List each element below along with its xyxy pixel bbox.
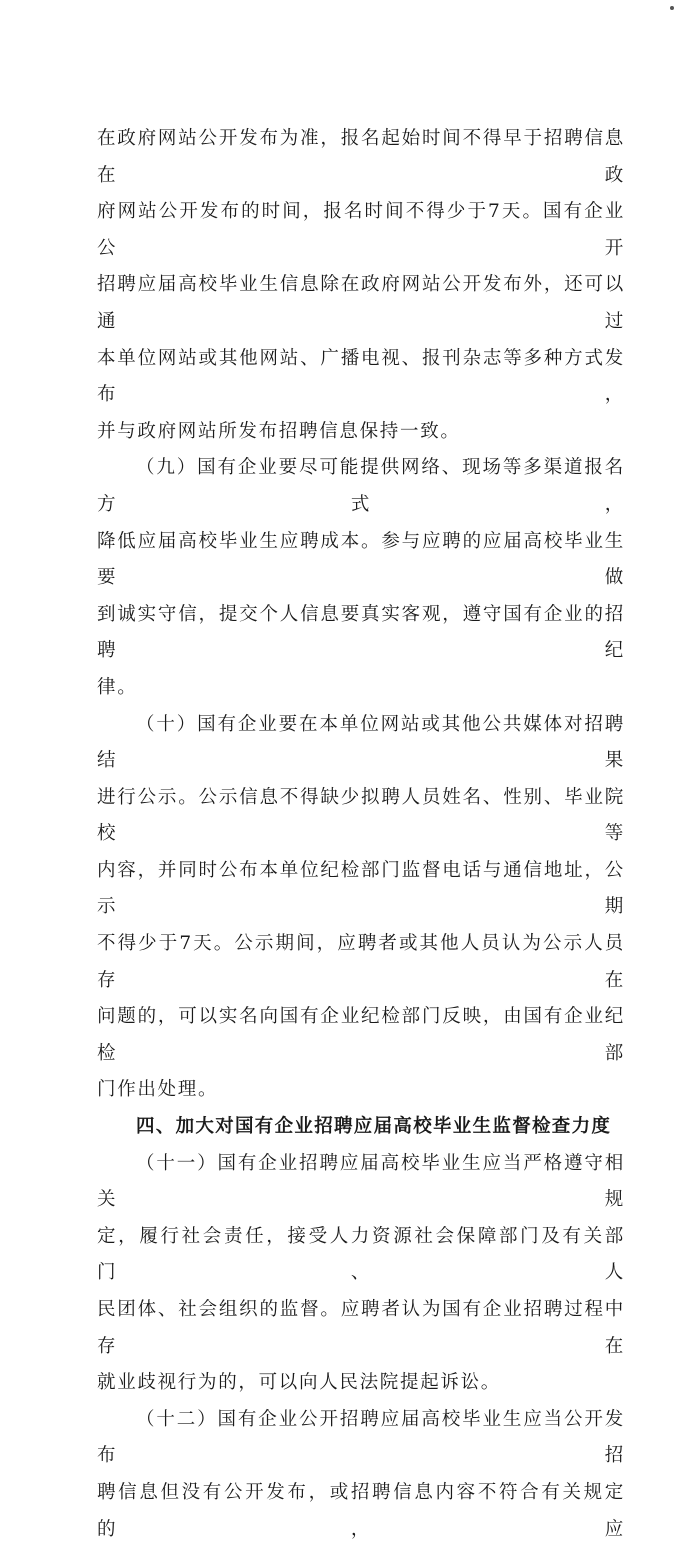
text-line: 在政府网站公开发布为准，报名起始时间不得早于招聘信息在政: [97, 128, 625, 186]
document-body: [97, 121, 625, 1548]
text-line: 门作出处理。: [97, 1079, 219, 1101]
text-line: 聘信息但没有公开发布，或招聘信息内容不符合有关规定的，应: [97, 1481, 625, 1540]
text-line: 降低应届高校毕业生应聘成本。参与应聘的应届高校毕业生要做: [97, 530, 625, 589]
text-line: 招聘应届高校毕业生信息除在政府网站公开发布外，还可以通过: [97, 274, 625, 332]
text-line: 到诚实守信，提交个人信息要真实客观，遵守国有企业的招聘纪: [97, 603, 625, 662]
text-line: （十一）国有企业招聘应届高校毕业生应当严格遵守相关规: [97, 1152, 625, 1211]
paragraph-10: [97, 707, 625, 1110]
text-line: 民团体、社会组织的监督。应聘者认为国有企业招聘过程中存在: [97, 1299, 625, 1357]
paragraph-12: [97, 1402, 625, 1548]
text-line: 进行公示。公示信息不得缺少拟聘人员姓名、性别、毕业院校等: [97, 786, 625, 845]
text-line: 本单位网站或其他网站、广播电视、报刊杂志等多种方式发布，: [97, 347, 625, 406]
text-line: 定，履行社会责任，接受人力资源社会保障部门及有关部门、人: [97, 1225, 625, 1284]
text-line: 问题的，可以实名向国有企业纪检部门反映，由国有企业纪检部: [97, 1006, 625, 1064]
text-line: 并与政府网站所发布招聘信息保持一致。: [97, 420, 461, 442]
text-line: 就业歧视行为的，可以向人民法院提起诉讼。: [97, 1372, 502, 1394]
text-line: （九）国有企业要尽可能提供网络、现场等多渠道报名方式，: [97, 457, 625, 515]
text-line: 不得少于7天。公示期间，应聘者或其他人员认为公示人员存在: [97, 933, 625, 991]
paragraph-11: [97, 1146, 625, 1402]
text-line: 律。: [97, 676, 138, 698]
text-line: 内容，并同时公布本单位纪检部门监督电话与通信地址，公示期: [97, 859, 625, 918]
paragraph-1: [97, 121, 625, 450]
section-heading: 四、加大对国有企业招聘应届高校毕业生监督检查力度: [136, 1116, 612, 1138]
paragraph-9: [97, 450, 625, 706]
text-line: （十）国有企业要在本单位网站或其他公共媒体对招聘结果: [97, 713, 625, 772]
text-line: （十二）国有企业公开招聘应届高校毕业生应当公开发布招: [97, 1408, 625, 1467]
scan-speck: [670, 6, 674, 10]
text-line: 府网站公开发布的时间，报名时间不得少于7天。国有企业公开: [97, 201, 625, 259]
